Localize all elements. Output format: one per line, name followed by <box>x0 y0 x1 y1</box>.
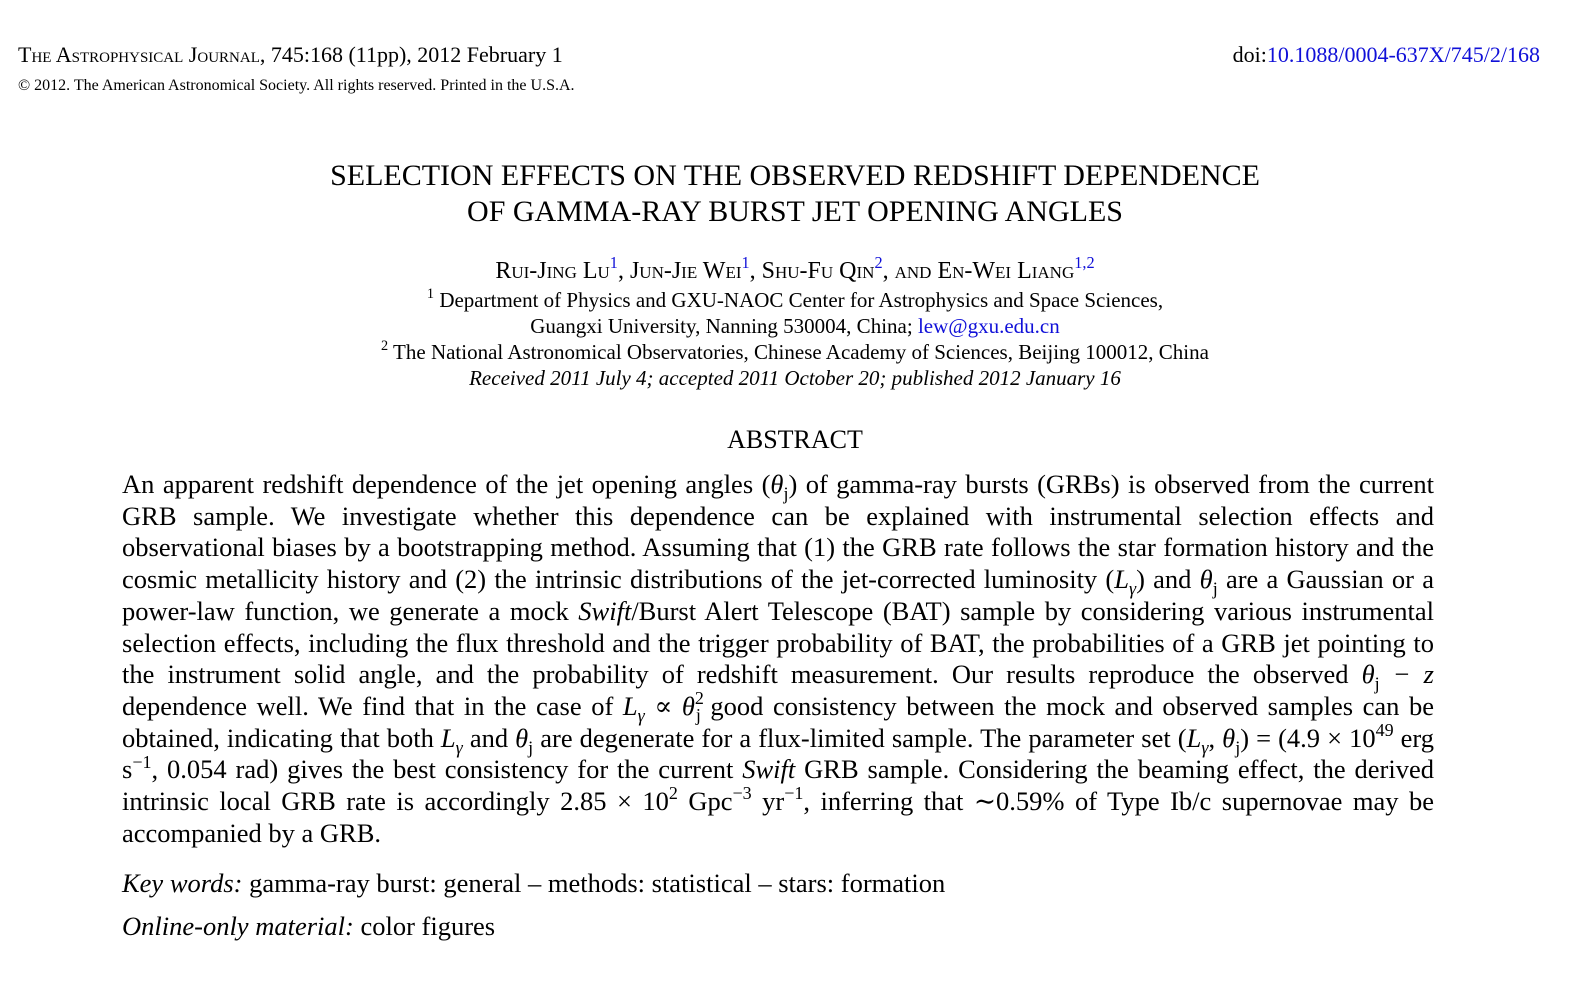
title-line-1: SELECTION EFFECTS ON THE OBSERVED REDSHIFT DEPENDENCE <box>330 159 1260 192</box>
copyright-line: © 2012. The American Astronomical Society. All rights reserved. Printed in the U.S.A. <box>18 77 575 94</box>
abstract-heading: ABSTRACT <box>727 425 863 454</box>
keywords-label: Key words: <box>122 868 243 898</box>
online-material <box>122 911 495 942</box>
journal-issue: , 745:168 (11pp), 2012 February 1 <box>259 42 563 67</box>
affiliation-number: 1 <box>426 286 435 303</box>
affiliation-ref-link[interactable]: 1,2 <box>1074 253 1095 273</box>
affiliations <box>0 287 1590 391</box>
title-line-2: OF GAMMA-RAY BURST JET OPENING ANGLES <box>467 195 1123 228</box>
keywords-text: gamma-ray burst: general – methods: statistical – stars: formation <box>242 868 946 898</box>
affiliation-ref-link[interactable]: 1 <box>609 253 618 273</box>
received-dates: Received 2011 July 4; accepted 2011 October 20; published 2012 January 16 <box>469 366 1121 390</box>
affiliation-1-cont <box>0 313 1590 339</box>
affiliation-1 <box>0 287 1590 313</box>
author-separator: , and <box>882 258 938 284</box>
author-separator: , <box>617 258 630 284</box>
doi-prefix: doi: <box>1232 42 1267 67</box>
online-material-label: Online-only material: <box>122 911 354 941</box>
affiliation-2 <box>0 339 1590 365</box>
journal-citation <box>18 42 563 68</box>
author-name: Jun-Jie Wei <box>629 258 742 284</box>
online-material-text: color figures <box>353 911 496 941</box>
affiliation-text: Guangxi University, Nanning 530004, China; <box>530 314 918 338</box>
abstract-text: An apparent redshift dependence of the jet opening angles $(\theta_j)$ of gamma-ray bursts (GRBs) is observed from the current GRB sample. We investigate whether this dependence can be explained with instrumental selection effects and observational biases by a bootstrapping method. Assuming that (1) the GRB rate follows the star formation history and the cosmic metallicity history and (2) the intrinsic distributions of the jet-corrected luminosity $(L_\gamma)$ and $\theta_j$ are a Gaussian or a power-law function, we generate a mock Swift/Burst Alert Telescope (BAT) sample by considering various instrumental selection effects, including the flux threshold and the trigger probability of BAT, the probabilities of a GRB jet pointing to the instrument solid angle, and the probability of redshift measurement. Our results reproduce the observed $\theta_j - z$ dependence well. We find that in the case of $L_\gamma \propto \theta^2_j$ good consistency between the mock and observed samples can be obtained, indicating that both $L_\gamma$ and $\theta_j$ are degenerate for a flux-limited sample. The parameter set ($L_\gamma$, $\theta_j) = (4.9 \times 10^{49}$ erg $s^{-1}$, 0.054 rad) gives the best consistency for the current Swift GRB sample. Considering the beaming effect, the derived intrinsic local GRB rate is accordingly $2.85 \times 10^2$ Gpc$^{-3}$ $yr^{-1}$, inferring that ∼0.59% of Type Ib/c supernovae may be accompanied by a GRB. <box>122 469 1435 848</box>
paper-title <box>0 158 1590 230</box>
doi-link[interactable]: 10.1088/0004-637X/745/2/168 <box>1266 42 1540 67</box>
author-separator: , <box>749 258 762 284</box>
keywords <box>122 868 945 899</box>
email-link[interactable]: lew@gxu.edu.cn <box>917 314 1060 338</box>
affiliation-ref-link[interactable]: 2 <box>874 253 883 273</box>
doi <box>1233 42 1540 68</box>
journal-name: The Astrophysical Journal <box>18 42 260 67</box>
affiliation-text: The National Astronomical Observatories, Chinese Academy of Sciences, Beijing 100012, China <box>388 340 1209 364</box>
author-name: Shu-Fu Qin <box>761 258 875 284</box>
affiliation-number: 2 <box>381 338 389 355</box>
author-name: En-Wei Liang <box>937 258 1075 284</box>
author-list <box>0 253 1590 286</box>
author-name: Rui-Jing Lu <box>495 258 610 284</box>
affiliation-ref-link[interactable]: 1 <box>741 253 750 273</box>
affiliation-text: Department of Physics and GXU-NAOC Center for Astrophysics and Space Sciences, <box>434 288 1164 312</box>
